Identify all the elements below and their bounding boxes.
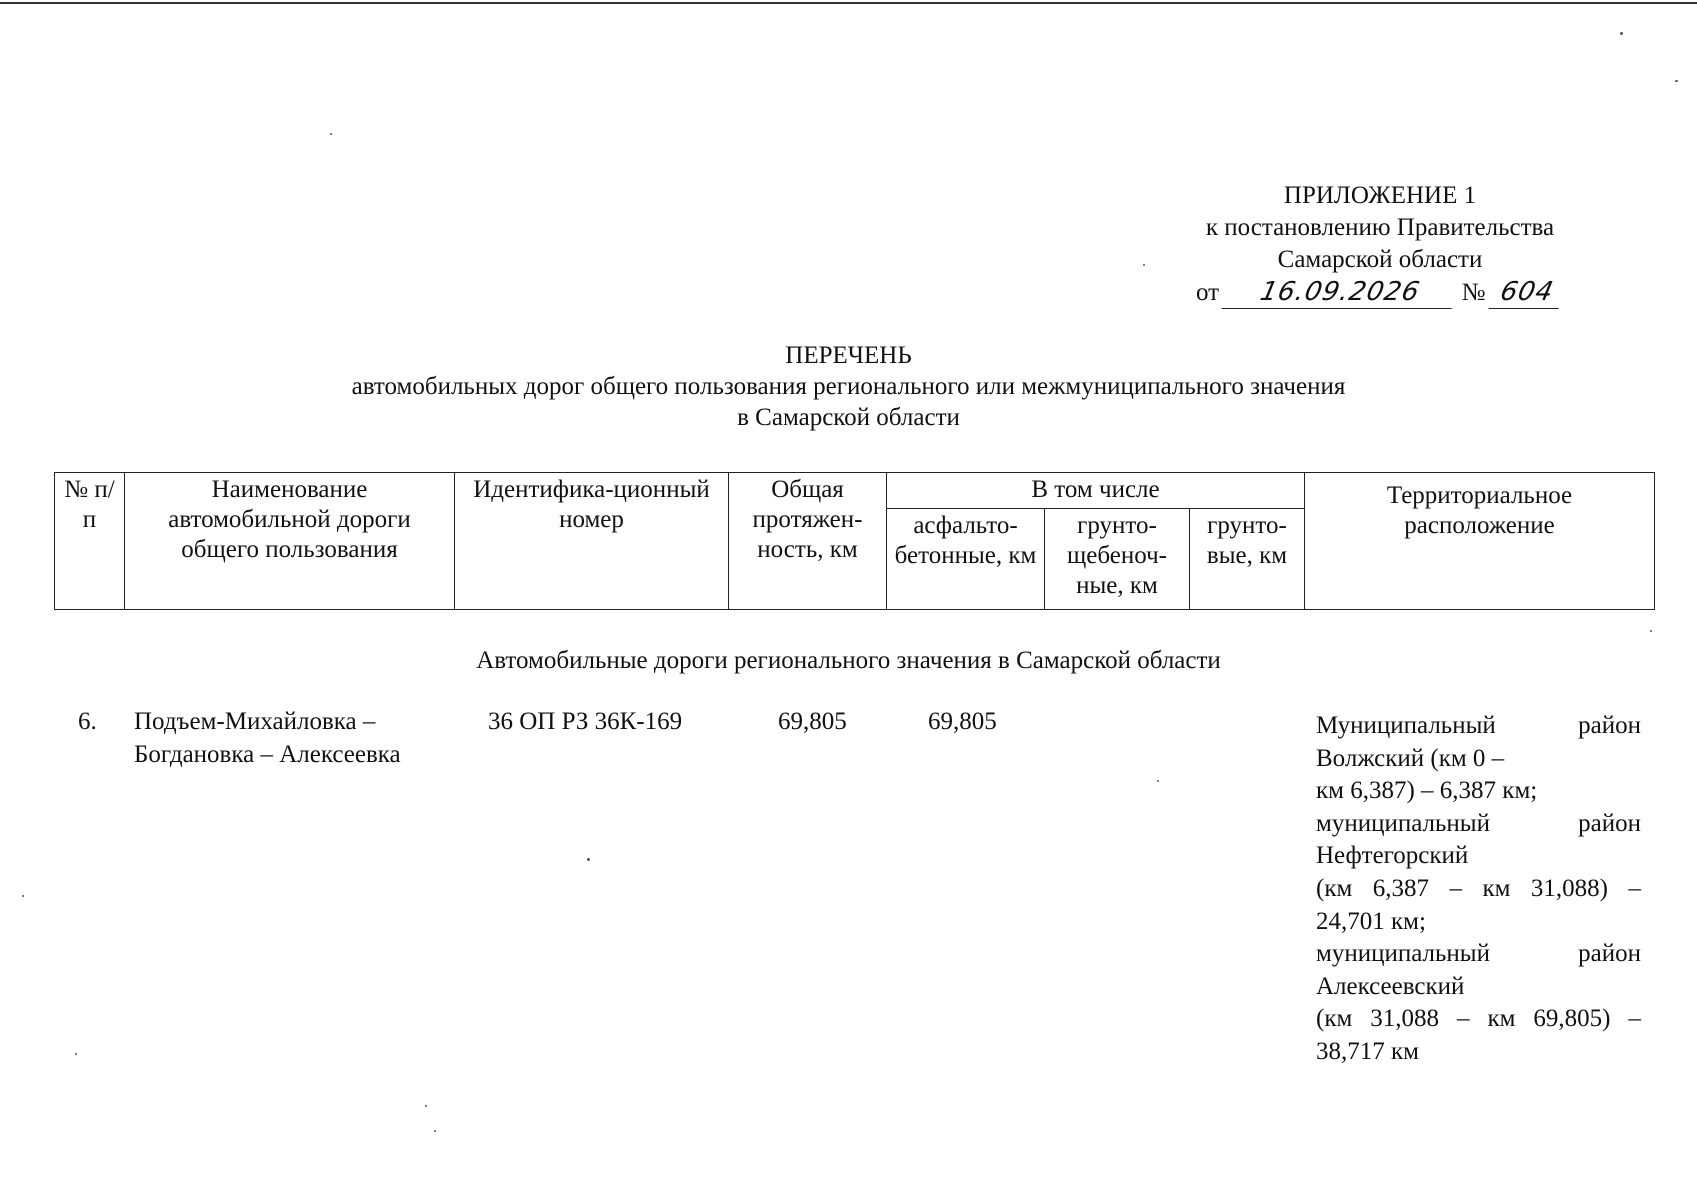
handwritten-date: 16.09.2026: [1222, 276, 1459, 309]
roads-table-header: [54, 472, 1655, 610]
location-line: км 6,387) – 6,387 км;: [1316, 777, 1538, 805]
header-num: № п/п: [55, 473, 125, 610]
header-including: В том числе: [887, 473, 1305, 509]
location-line: Нефтегорский: [1316, 842, 1469, 870]
scan-speck: [1650, 630, 1652, 632]
location-line: Волжский (км 0 –: [1316, 744, 1505, 772]
date-prefix: от: [1196, 279, 1220, 306]
appendix-region-line: Самарской области: [1277, 246, 1483, 273]
scan-speck: [330, 133, 332, 135]
document-title: ПЕРЕЧЕНЬ: [785, 342, 912, 369]
scan-speck: [1620, 32, 1623, 35]
top-border-line: [0, 2, 1697, 4]
appendix-date-number-line: [1150, 276, 1610, 309]
row-num: 6.: [78, 708, 97, 735]
header-location: Территориальное расположение: [1305, 473, 1655, 610]
number-prefix: №: [1461, 279, 1486, 306]
location-line: Муниципальный район: [1316, 712, 1641, 739]
appendix-block: [1150, 180, 1610, 309]
scan-speck: [434, 1130, 436, 1132]
document-subtitle-line-2: в Самарской области: [737, 404, 960, 431]
location-line: 38,717 км: [1316, 1037, 1419, 1065]
location-line: (км 6,387 – км 31,088) –: [1316, 874, 1641, 902]
header-id-number: Идентифика-ционный номер: [455, 473, 729, 610]
section-title: Автомобильные дороги регионального значения в Самарской области: [476, 647, 1221, 674]
header-road-name: Наименование автомобильной дороги общего пользования: [125, 473, 455, 610]
row-id-number: 36 ОП РЗ 36К-169: [488, 708, 683, 735]
document-subtitle-line-1: автомобильных дорог общего пользования регионального или межмуниципального значения: [351, 373, 1346, 400]
header-gravel: грунто-щебеноч-ные, км: [1045, 509, 1190, 610]
header-total-length: Общая протяжен-ность, км: [729, 473, 887, 610]
location-line: (км 31,088 – км 69,805) –: [1316, 1005, 1641, 1033]
row-asphalt-length: 69,805: [928, 708, 997, 735]
scan-speck: [1675, 80, 1678, 82]
scan-speck: [1143, 264, 1145, 266]
appendix-decree-line: к постановлению Правительства: [1205, 214, 1555, 241]
location-line: 24,701 км;: [1316, 907, 1426, 935]
location-line: муниципальный район: [1316, 940, 1641, 968]
scan-speck: [1157, 780, 1159, 782]
scan-speck: [22, 895, 24, 897]
appendix-title: ПРИЛОЖЕНИЕ 1: [1283, 182, 1477, 209]
row-location: [1316, 710, 1641, 1069]
scan-speck: [587, 858, 590, 861]
document-title-block: [0, 340, 1697, 433]
row-total-length: 69,805: [778, 708, 847, 735]
header-dirt: грунто-вые, км: [1190, 509, 1305, 610]
handwritten-number: 604: [1488, 276, 1565, 309]
location-line: муниципальный район: [1316, 809, 1641, 837]
row-road-name: Подъем-Михайловка – Богдановка – Алексеевка: [134, 708, 401, 768]
header-asphalt: асфальто-бетонные, км: [887, 509, 1045, 610]
scan-speck: [75, 1053, 77, 1055]
scan-speck: [425, 1105, 427, 1107]
location-line: Алексеевский: [1316, 972, 1465, 1000]
